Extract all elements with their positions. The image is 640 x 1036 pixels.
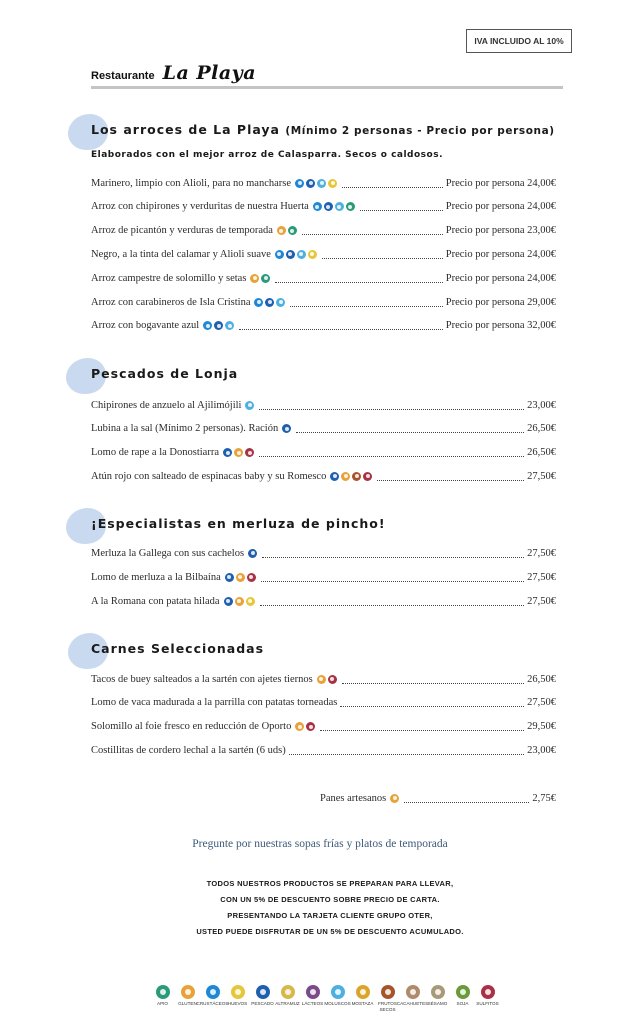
dot-leader — [239, 329, 443, 330]
iva-badge: IVA INCLUIDO AL 10% — [466, 29, 572, 53]
sulfitos-allergen-icon — [363, 472, 372, 481]
promo-line: TODOS NUESTROS PRODUCTOS SE PREPARAN PARA LLEVAR, — [206, 879, 454, 888]
pescado-allergen-icon — [286, 250, 295, 259]
menu-item — [91, 546, 556, 560]
item-name: Negro, a la tinta del calamar y Alioli suave — [91, 248, 271, 260]
menu-item — [91, 720, 556, 734]
gluten-allergen-icon — [250, 274, 259, 283]
section-title: ¡Especialistas en merluza de pincho! — [91, 516, 386, 531]
huevos-allergen-icon — [308, 250, 317, 259]
dot-leader — [260, 605, 525, 606]
allergen-icons — [317, 675, 339, 684]
menu-item — [91, 319, 556, 333]
item-name: Marinero, limpio con Alioli, para no mancharse — [91, 177, 292, 189]
sulfitos-allergen-icon — [328, 675, 337, 684]
frutos-secos-allergen-icon — [352, 472, 361, 481]
dot-leader — [302, 234, 443, 235]
dot-leader — [261, 581, 524, 582]
menu-item — [91, 247, 556, 261]
dot-leader — [404, 802, 529, 803]
item-price: Precio por persona 24,00€ — [445, 177, 556, 189]
pescado-allergen-icon — [324, 202, 333, 211]
gluten-allergen-icon — [234, 448, 243, 457]
pescado-allergen-icon — [225, 573, 234, 582]
pescado-allergen-icon — [265, 298, 274, 307]
pescado-allergen-icon — [282, 424, 291, 433]
huevos-allergen-icon — [231, 985, 245, 999]
allergen-icons — [282, 424, 293, 433]
section-title: Pescados de Lonja — [91, 366, 239, 381]
item-name: Arroz con bogavante azul — [91, 320, 200, 332]
moluscos-allergen-icon — [225, 321, 234, 330]
header-divider — [91, 86, 563, 89]
item-name: Merluza la Gallega con sus cachelos — [91, 547, 245, 559]
menu-item — [91, 594, 556, 608]
pescado-allergen-icon — [256, 985, 270, 999]
legend-label: HUEVOS — [227, 1001, 248, 1006]
moluscos-allergen-icon — [276, 298, 285, 307]
allergen-icons — [203, 321, 236, 330]
menu-item — [91, 200, 556, 214]
item-price: 27,50€ — [527, 470, 556, 482]
legend-label: CRUSTÁCEOS — [196, 1001, 229, 1006]
sulfitos-allergen-icon — [481, 985, 495, 999]
menu-item — [91, 176, 556, 190]
dot-leader — [290, 306, 442, 307]
item-price: 2,75€ — [532, 792, 556, 804]
legend-item — [475, 985, 500, 1012]
allergen-icons — [245, 401, 256, 410]
crustaceos-allergen-icon — [206, 985, 220, 999]
legend-item — [350, 985, 375, 1012]
item-price: 27,50€ — [527, 697, 556, 709]
allergen-icons — [313, 202, 357, 211]
legend-label: SÉSAMO — [427, 1001, 448, 1006]
moluscos-allergen-icon — [331, 985, 345, 999]
item-name: Lubina a la sal (Mínimo 2 personas). Ración — [91, 423, 279, 435]
section-title-text: Los arroces de La Playa — [91, 122, 280, 137]
allergen-icons — [224, 597, 257, 606]
gluten-allergen-icon — [295, 722, 304, 731]
brand-prefix: Restaurante — [91, 70, 155, 82]
item-price: 23,00€ — [527, 744, 556, 756]
legend-label: CACAHUETES — [396, 1001, 429, 1006]
item-price: 26,50€ — [527, 447, 556, 459]
item-name: Arroz con chipirones y verduritas de nuestra Huerta — [91, 201, 309, 213]
item-price: Precio por persona 24,00€ — [445, 248, 556, 260]
allergen-icons — [330, 472, 374, 481]
legend-item — [325, 985, 350, 1012]
moluscos-allergen-icon — [297, 250, 306, 259]
item-price: 27,50€ — [527, 571, 556, 583]
gluten-allergen-icon — [341, 472, 350, 481]
sulfitos-allergen-icon — [306, 722, 315, 731]
item-name: Solomillo al foie fresco en reducción de Oporto — [91, 721, 292, 733]
item-price: 23,00€ — [527, 399, 556, 411]
legend-item — [196, 985, 229, 1012]
section-subtitle: (Mínimo 2 personas - Precio por persona) — [285, 125, 555, 137]
menu-item — [91, 672, 556, 686]
mostaza-allergen-icon — [356, 985, 370, 999]
allergen-icons — [275, 250, 319, 259]
moluscos-allergen-icon — [245, 401, 254, 410]
legend-label: SOJA — [456, 1001, 469, 1006]
legend-item — [300, 985, 325, 1012]
dot-leader — [320, 730, 524, 731]
item-name: Arroz de picantón y verduras de temporada — [91, 225, 273, 237]
item-name: Panes artesanos — [320, 792, 387, 804]
dot-leader — [275, 282, 442, 283]
restaurant-brand — [91, 62, 256, 84]
allergen-icons — [295, 179, 339, 188]
item-price: Precio por persona 24,00€ — [445, 272, 556, 284]
section-title: Carnes Seleccionadas — [91, 641, 265, 656]
item-name: Lomo de rape a la Donostiarra — [91, 447, 219, 459]
frutos-secos-allergen-icon — [381, 985, 395, 999]
crustaceos-allergen-icon — [275, 250, 284, 259]
dot-leader — [377, 480, 524, 481]
dot-leader — [259, 409, 524, 410]
gluten-allergen-icon — [317, 675, 326, 684]
legend-label: GLUTEN — [178, 1001, 197, 1006]
lacteos-allergen-icon — [306, 985, 320, 999]
item-name: Arroz con carabineros de Isla Cristina — [91, 296, 251, 308]
allergen-icons — [223, 448, 256, 457]
item-price: Precio por persona 29,00€ — [445, 296, 556, 308]
item-name: Tacos de buey salteados a la sartén con ajetes tiernos — [91, 673, 313, 685]
item-name: A la Romana con patata hilada — [91, 595, 220, 607]
apio-allergen-icon — [156, 985, 170, 999]
item-price: Precio por persona 24,00€ — [445, 201, 556, 213]
promo-line: USTED PUEDE DISFRUTAR DE UN 5% DE DESCUENTO ACUMULADO. — [196, 927, 464, 936]
legend-label: MOSTAZA — [351, 1001, 374, 1006]
menu-item — [91, 469, 556, 483]
gluten-allergen-icon — [277, 226, 286, 235]
altramuz-allergen-icon — [281, 985, 295, 999]
item-name: Lomo de vaca madurada a la parrilla con patatas torneadas — [91, 697, 338, 709]
apio-allergen-icon — [288, 226, 297, 235]
allergen-icons — [390, 794, 401, 803]
legend-item — [450, 985, 475, 1012]
gluten-allergen-icon — [235, 597, 244, 606]
soja-allergen-icon — [456, 985, 470, 999]
legend-label: PESCADO — [251, 1001, 274, 1006]
legend-item — [275, 985, 300, 1012]
allergen-icons — [277, 226, 299, 235]
item-name: Costillitas de cordero lechal a la sartén (6 uds) — [91, 744, 286, 756]
pescado-allergen-icon — [248, 549, 257, 558]
apio-allergen-icon — [261, 274, 270, 283]
item-name: Atún rojo con salteado de espinacas baby y su Romesco — [91, 470, 327, 482]
menu-item — [91, 295, 556, 309]
allergen-legend — [150, 985, 500, 1012]
dot-leader — [340, 706, 524, 707]
legend-item — [225, 985, 250, 1012]
legend-label: ALTRAMUZ — [275, 1001, 300, 1006]
legend-item — [396, 985, 429, 1012]
crustaceos-allergen-icon — [313, 202, 322, 211]
item-price: 26,50€ — [527, 423, 556, 435]
menu-item — [91, 696, 556, 710]
crustaceos-allergen-icon — [254, 298, 263, 307]
dot-leader — [289, 754, 524, 755]
apio-allergen-icon — [346, 202, 355, 211]
moluscos-allergen-icon — [335, 202, 344, 211]
legend-label: MOLUSCOS — [324, 1001, 351, 1006]
sulfitos-allergen-icon — [247, 573, 256, 582]
pescado-allergen-icon — [223, 448, 232, 457]
dot-leader — [262, 557, 524, 558]
huevos-allergen-icon — [328, 179, 337, 188]
pescado-allergen-icon — [330, 472, 339, 481]
legend-item — [375, 985, 400, 1012]
menu-item — [91, 743, 556, 757]
dot-leader — [296, 432, 524, 433]
dot-leader — [322, 258, 443, 259]
dot-leader — [259, 456, 524, 457]
menu-item — [91, 398, 556, 412]
item-price: 27,50€ — [527, 595, 556, 607]
item-name: Chipirones de anzuelo al Ajilimójili — [91, 399, 242, 411]
gluten-allergen-icon — [390, 794, 399, 803]
section-title — [91, 122, 555, 137]
item-price: 26,50€ — [527, 673, 556, 685]
section-description: Elaborados con el mejor arroz de Calasparra. Secos o caldosos. — [91, 150, 444, 160]
item-name: Arroz campestre de solomillo y setas — [91, 272, 247, 284]
seasonal-note: Pregunte por nuestras sopas frías y platos de temporada — [192, 838, 448, 850]
pescado-allergen-icon — [214, 321, 223, 330]
menu-item-panes — [320, 791, 556, 805]
promo-line: CON UN 5% DE DESCUENTO SOBRE PRECIO DE CARTA. — [220, 895, 440, 904]
item-price: 27,50€ — [527, 547, 556, 559]
promo-line: PRESENTANDO LA TARJETA CLIENTE GRUPO OTER, — [227, 911, 433, 920]
cacahuetes-allergen-icon — [406, 985, 420, 999]
dot-leader — [360, 210, 443, 211]
menu-item — [91, 570, 556, 584]
item-price: Precio por persona 32,00€ — [445, 320, 556, 332]
huevos-allergen-icon — [246, 597, 255, 606]
gluten-allergen-icon — [236, 573, 245, 582]
crustaceos-allergen-icon — [203, 321, 212, 330]
pescado-allergen-icon — [224, 597, 233, 606]
legend-item — [250, 985, 275, 1012]
legend-item — [150, 985, 175, 1012]
menu-item — [91, 271, 556, 285]
menu-item — [91, 446, 556, 460]
moluscos-allergen-icon — [317, 179, 326, 188]
item-price: Precio por persona 23,00€ — [445, 225, 556, 237]
legend-item — [425, 985, 450, 1012]
allergen-icons — [250, 274, 272, 283]
item-name: Lomo de merluza a la Bilbaína — [91, 571, 221, 583]
sesamo-allergen-icon — [431, 985, 445, 999]
legend-label: LÁCTEOS — [301, 1001, 324, 1006]
menu-item — [91, 422, 556, 436]
legend-label: APIO — [157, 1001, 168, 1006]
brand-name: La Playa — [162, 62, 257, 84]
sulfitos-allergen-icon — [245, 448, 254, 457]
allergen-icons — [248, 549, 259, 558]
legend-label: SULFITOS — [476, 1001, 499, 1006]
allergen-icons — [254, 298, 287, 307]
dot-leader — [342, 187, 443, 188]
allergen-icons — [225, 573, 258, 582]
item-price: 29,50€ — [527, 721, 556, 733]
crustaceos-allergen-icon — [295, 179, 304, 188]
legend-item — [175, 985, 200, 1012]
dot-leader — [342, 683, 524, 684]
gluten-allergen-icon — [181, 985, 195, 999]
allergen-icons — [295, 722, 317, 731]
menu-item — [91, 224, 556, 238]
legend-label: FRUTOS SECOS — [378, 1001, 397, 1012]
pescado-allergen-icon — [306, 179, 315, 188]
